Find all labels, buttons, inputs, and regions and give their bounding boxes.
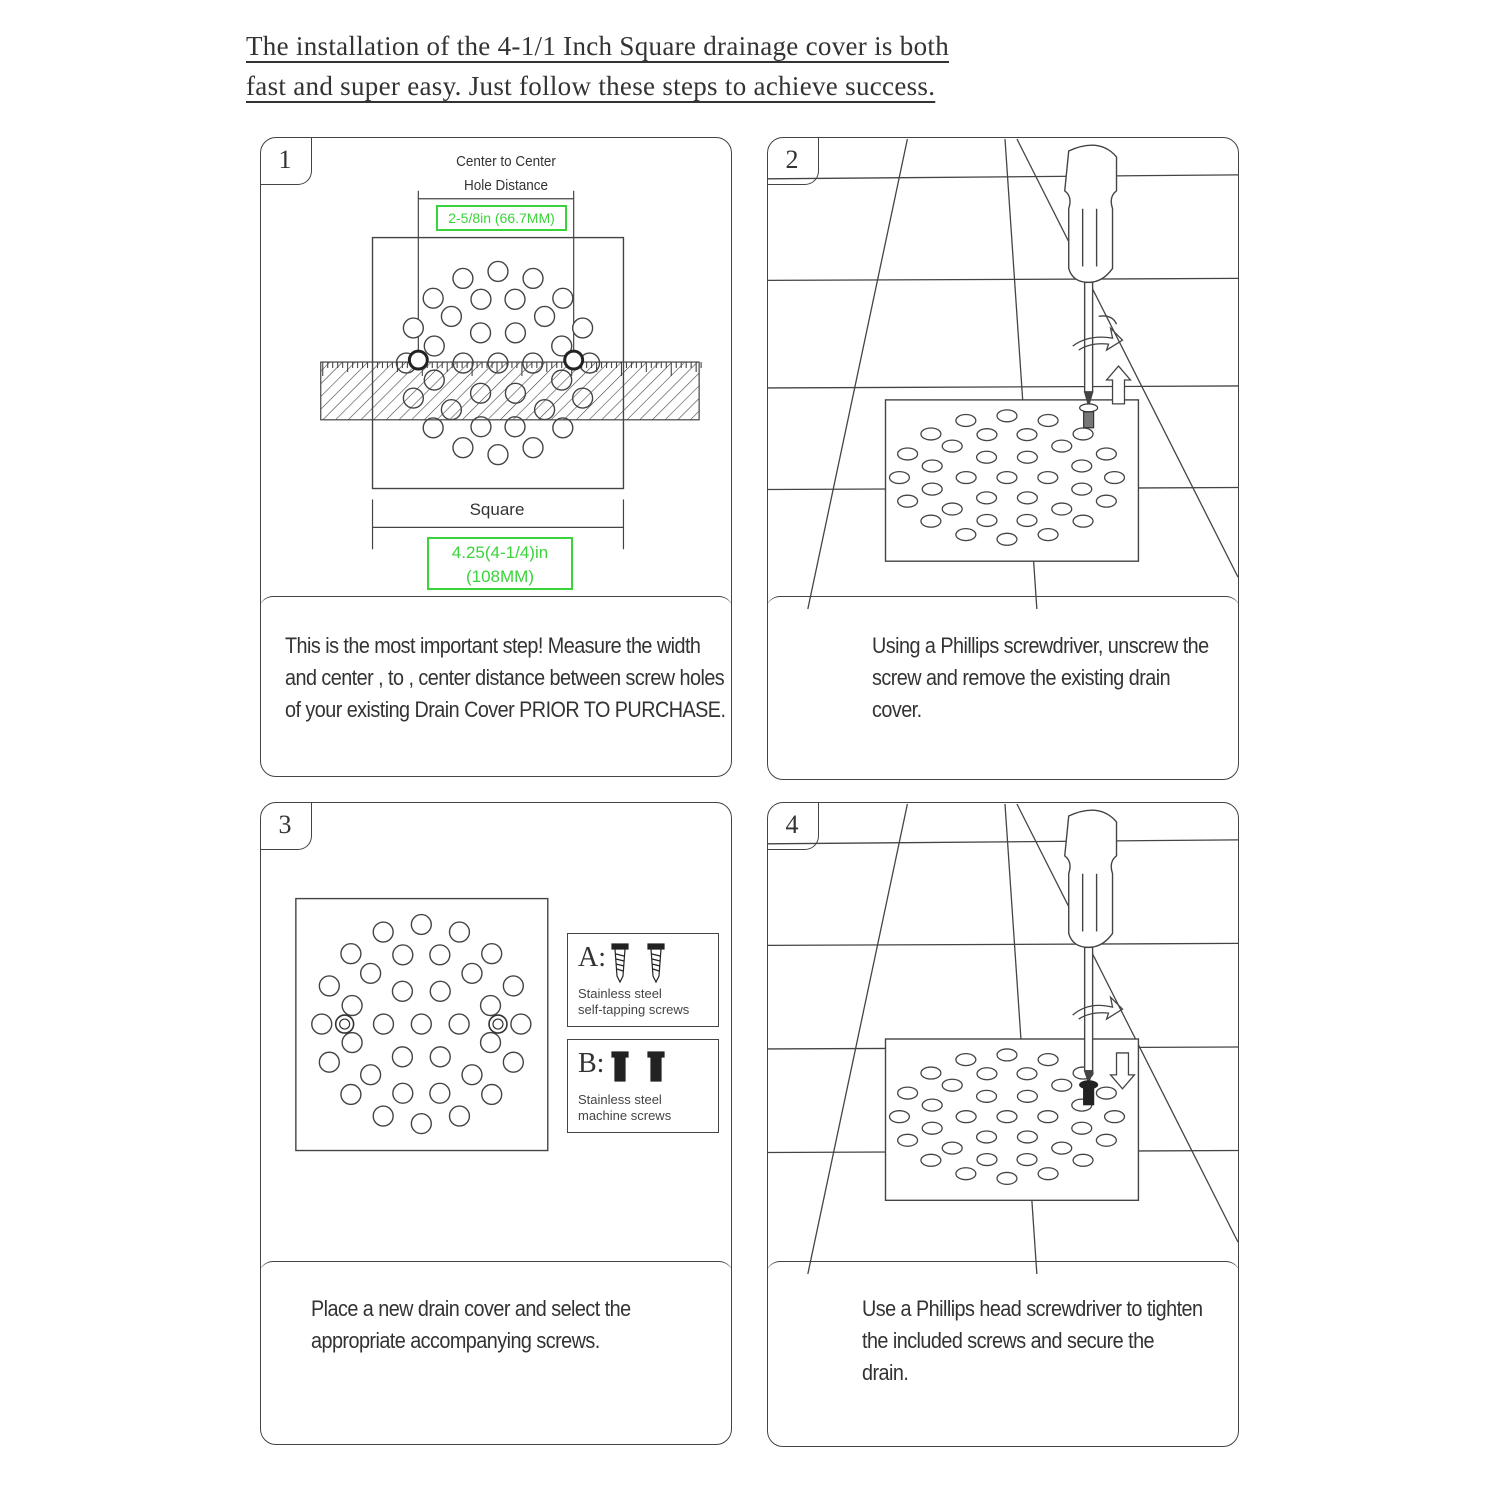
drain-hole bbox=[453, 438, 473, 458]
drain-hole bbox=[1038, 1168, 1058, 1180]
drain-hole bbox=[319, 1052, 339, 1072]
drain-hole bbox=[1038, 529, 1058, 541]
drain-hole bbox=[922, 483, 942, 495]
drain-hole bbox=[898, 495, 918, 507]
intro-line-2: fast and super easy. Just follow these steps to achieve success. bbox=[246, 71, 936, 101]
drain-hole bbox=[573, 318, 593, 338]
drain-hole bbox=[889, 1111, 909, 1123]
drain-hole bbox=[977, 429, 997, 441]
drain-hole bbox=[553, 418, 573, 438]
drain-hole bbox=[1073, 428, 1093, 440]
drain-hole bbox=[462, 963, 482, 983]
drain-hole bbox=[449, 1106, 469, 1126]
step-number: 3 bbox=[260, 802, 312, 850]
up-arrow-icon bbox=[1107, 366, 1131, 404]
drain-hole bbox=[1017, 492, 1037, 504]
step-caption: Use a Phillips head screwdriver to tighten the included screws and secure the drain. bbox=[862, 1296, 1203, 1385]
screw-option-a bbox=[567, 933, 719, 1027]
drain-hole bbox=[411, 915, 431, 935]
drain-hole bbox=[1038, 1111, 1058, 1123]
drain-hole bbox=[505, 323, 525, 343]
drain-hole bbox=[942, 440, 962, 452]
panel-divider bbox=[260, 596, 732, 611]
drain-hole bbox=[1096, 1134, 1116, 1146]
drain-hole bbox=[977, 492, 997, 504]
unscrew-illustration bbox=[768, 138, 1238, 610]
drain-hole bbox=[1096, 448, 1116, 460]
drain-hole bbox=[1073, 1154, 1093, 1166]
drain-hole bbox=[411, 1014, 431, 1034]
drain-hole bbox=[481, 996, 501, 1016]
drain-hole bbox=[898, 448, 918, 460]
drain-hole bbox=[393, 1083, 413, 1103]
tighten-illustration bbox=[768, 803, 1238, 1275]
drain-hole bbox=[430, 981, 450, 1001]
screw-option-b bbox=[567, 1039, 719, 1133]
drain-hole bbox=[505, 289, 525, 309]
step-number: 1 bbox=[260, 137, 312, 185]
screw-hole-right bbox=[489, 1015, 507, 1033]
drain-hole bbox=[1096, 495, 1116, 507]
drain-hole bbox=[488, 445, 508, 465]
step-2-panel bbox=[767, 137, 1239, 780]
drain-hole bbox=[1072, 460, 1092, 472]
panel-divider bbox=[260, 1261, 732, 1276]
panel-divider bbox=[767, 596, 1239, 611]
drain-hole bbox=[1096, 1087, 1116, 1099]
drain-hole bbox=[403, 318, 423, 338]
drain-hole bbox=[1017, 1131, 1037, 1143]
drain-hole bbox=[977, 1068, 997, 1080]
drain-hole bbox=[462, 1065, 482, 1085]
step-4-panel bbox=[767, 802, 1239, 1447]
drain-hole bbox=[535, 306, 555, 326]
drain-hole bbox=[453, 268, 473, 288]
drain-hole bbox=[956, 1111, 976, 1123]
drain-hole bbox=[392, 981, 412, 1001]
step-number: 2 bbox=[767, 137, 819, 185]
drain-hole bbox=[424, 336, 444, 356]
step-1-panel bbox=[260, 137, 732, 777]
step-caption: Place a new drain cover and select the appropriate accompanying screws. bbox=[311, 1296, 631, 1353]
square-value: 4.25(4-1/4)in (108MM) bbox=[427, 537, 573, 590]
screw-option-desc: Stainless steel machine screws bbox=[578, 1092, 672, 1123]
drain-hole bbox=[942, 503, 962, 515]
rotate-arrow-icon bbox=[1073, 997, 1123, 1019]
drain-hole bbox=[373, 922, 393, 942]
drain-hole bbox=[1017, 1090, 1037, 1102]
drain-hole bbox=[942, 1142, 962, 1154]
drain-hole bbox=[482, 1085, 502, 1105]
drain-hole bbox=[411, 1114, 431, 1134]
drain-hole bbox=[1017, 451, 1037, 463]
drain-hole bbox=[361, 963, 381, 983]
drain-hole bbox=[488, 261, 508, 281]
drain-hole bbox=[1038, 415, 1058, 427]
drain-hole bbox=[997, 472, 1017, 484]
drain-hole bbox=[423, 288, 443, 308]
drain-hole bbox=[1052, 1142, 1072, 1154]
drain-hole bbox=[956, 415, 976, 427]
screw-option-desc: Stainless steel self-tapping screws bbox=[578, 986, 690, 1017]
drain-hole bbox=[430, 945, 450, 965]
drain-hole bbox=[361, 1065, 381, 1085]
drain-hole bbox=[997, 533, 1017, 545]
drain-hole bbox=[1052, 503, 1072, 515]
self-tapping-screw-icon bbox=[608, 942, 678, 984]
drain-hole bbox=[1038, 1054, 1058, 1066]
drain-hole bbox=[503, 976, 523, 996]
drain-hole bbox=[898, 1087, 918, 1099]
drain-hole bbox=[503, 1052, 523, 1072]
step-caption: This is the most important step! Measure the width and center , to , center distance between screw holes of your existing Drain Cover PRIOR TO PURCHASE. bbox=[285, 633, 726, 722]
drain-hole bbox=[1072, 483, 1092, 495]
ruler bbox=[321, 362, 699, 420]
drain-hole bbox=[523, 268, 543, 288]
drain-hole bbox=[1105, 1111, 1125, 1123]
drain-hole bbox=[1052, 1079, 1072, 1091]
drain-hole bbox=[471, 323, 491, 343]
drain-hole bbox=[1017, 1154, 1037, 1166]
drain-hole bbox=[956, 472, 976, 484]
square-title: Square bbox=[469, 500, 525, 519]
drain-hole bbox=[942, 1079, 962, 1091]
drain-hole bbox=[312, 1014, 332, 1034]
drain-hole bbox=[342, 1033, 362, 1053]
drain-hole bbox=[977, 1154, 997, 1166]
hole-distance-title: Center to Center Hole Distance bbox=[456, 153, 556, 194]
drain-hole bbox=[481, 1033, 501, 1053]
machine-screw-icon bbox=[608, 1050, 678, 1086]
drain-hole bbox=[977, 1090, 997, 1102]
screwdriver-icon bbox=[1065, 145, 1117, 406]
drain-hole bbox=[977, 451, 997, 463]
intro-text bbox=[246, 26, 1026, 106]
drain-hole bbox=[997, 1111, 1017, 1123]
drain-hole bbox=[341, 1085, 361, 1105]
drain-hole bbox=[1017, 515, 1037, 527]
drain-hole bbox=[1105, 472, 1125, 484]
step-caption: Using a Phillips screwdriver, unscrew the screw and remove the existing drain cover. bbox=[872, 633, 1209, 722]
drain-hole bbox=[392, 1047, 412, 1067]
drain-hole bbox=[373, 1106, 393, 1126]
panel-divider bbox=[767, 1261, 1239, 1276]
screw-hole-left bbox=[409, 351, 427, 369]
drain-hole bbox=[449, 1014, 469, 1034]
drain-hole bbox=[956, 529, 976, 541]
drain-hole bbox=[997, 1049, 1017, 1061]
drain-hole bbox=[921, 515, 941, 527]
drain-hole bbox=[441, 306, 461, 326]
drain-hole bbox=[921, 428, 941, 440]
drain-hole bbox=[977, 1131, 997, 1143]
drain-hole bbox=[1038, 472, 1058, 484]
drain-hole bbox=[449, 922, 469, 942]
drain-hole bbox=[921, 1154, 941, 1166]
drain-hole bbox=[374, 1014, 394, 1034]
drain-hole bbox=[342, 996, 362, 1016]
screw-hole-left bbox=[336, 1015, 354, 1033]
drain-hole bbox=[430, 1047, 450, 1067]
drain-hole bbox=[977, 515, 997, 527]
screw-hole-right bbox=[565, 351, 583, 369]
rotate-arrow-icon bbox=[1073, 316, 1123, 350]
drain-hole bbox=[1073, 515, 1093, 527]
drain-hole bbox=[511, 1014, 531, 1034]
drain-hole bbox=[430, 1083, 450, 1103]
drain-hole bbox=[482, 944, 502, 964]
step-number: 4 bbox=[767, 802, 819, 850]
hole-distance-value: 2-5/8in (66.7MM) bbox=[436, 205, 567, 231]
drain-hole bbox=[1017, 1068, 1037, 1080]
drain-hole bbox=[471, 289, 491, 309]
drain-hole bbox=[341, 944, 361, 964]
drain-hole bbox=[922, 1099, 942, 1111]
drain-hole bbox=[1017, 429, 1037, 441]
drain-hole bbox=[922, 460, 942, 472]
drain-hole bbox=[956, 1168, 976, 1180]
drain-hole bbox=[1052, 440, 1072, 452]
drain-hole bbox=[921, 1067, 941, 1079]
drain-hole bbox=[889, 472, 909, 484]
drain-hole bbox=[898, 1134, 918, 1146]
drain-hole bbox=[523, 438, 543, 458]
intro-line-1: The installation of the 4-1/1 Inch Square drainage cover is both bbox=[246, 31, 949, 61]
drain-hole bbox=[393, 945, 413, 965]
drain-hole bbox=[997, 410, 1017, 422]
drain-hole bbox=[423, 418, 443, 438]
drain-hole bbox=[1072, 1122, 1092, 1134]
drain-hole bbox=[922, 1122, 942, 1134]
drain-hole bbox=[553, 288, 573, 308]
step-3-panel bbox=[260, 802, 732, 1445]
drain-hole bbox=[956, 1054, 976, 1066]
screw-option-letter: B: bbox=[578, 1048, 605, 1079]
screw-option-letter: A: bbox=[578, 942, 606, 973]
drain-hole bbox=[997, 1172, 1017, 1184]
drain-hole bbox=[319, 976, 339, 996]
